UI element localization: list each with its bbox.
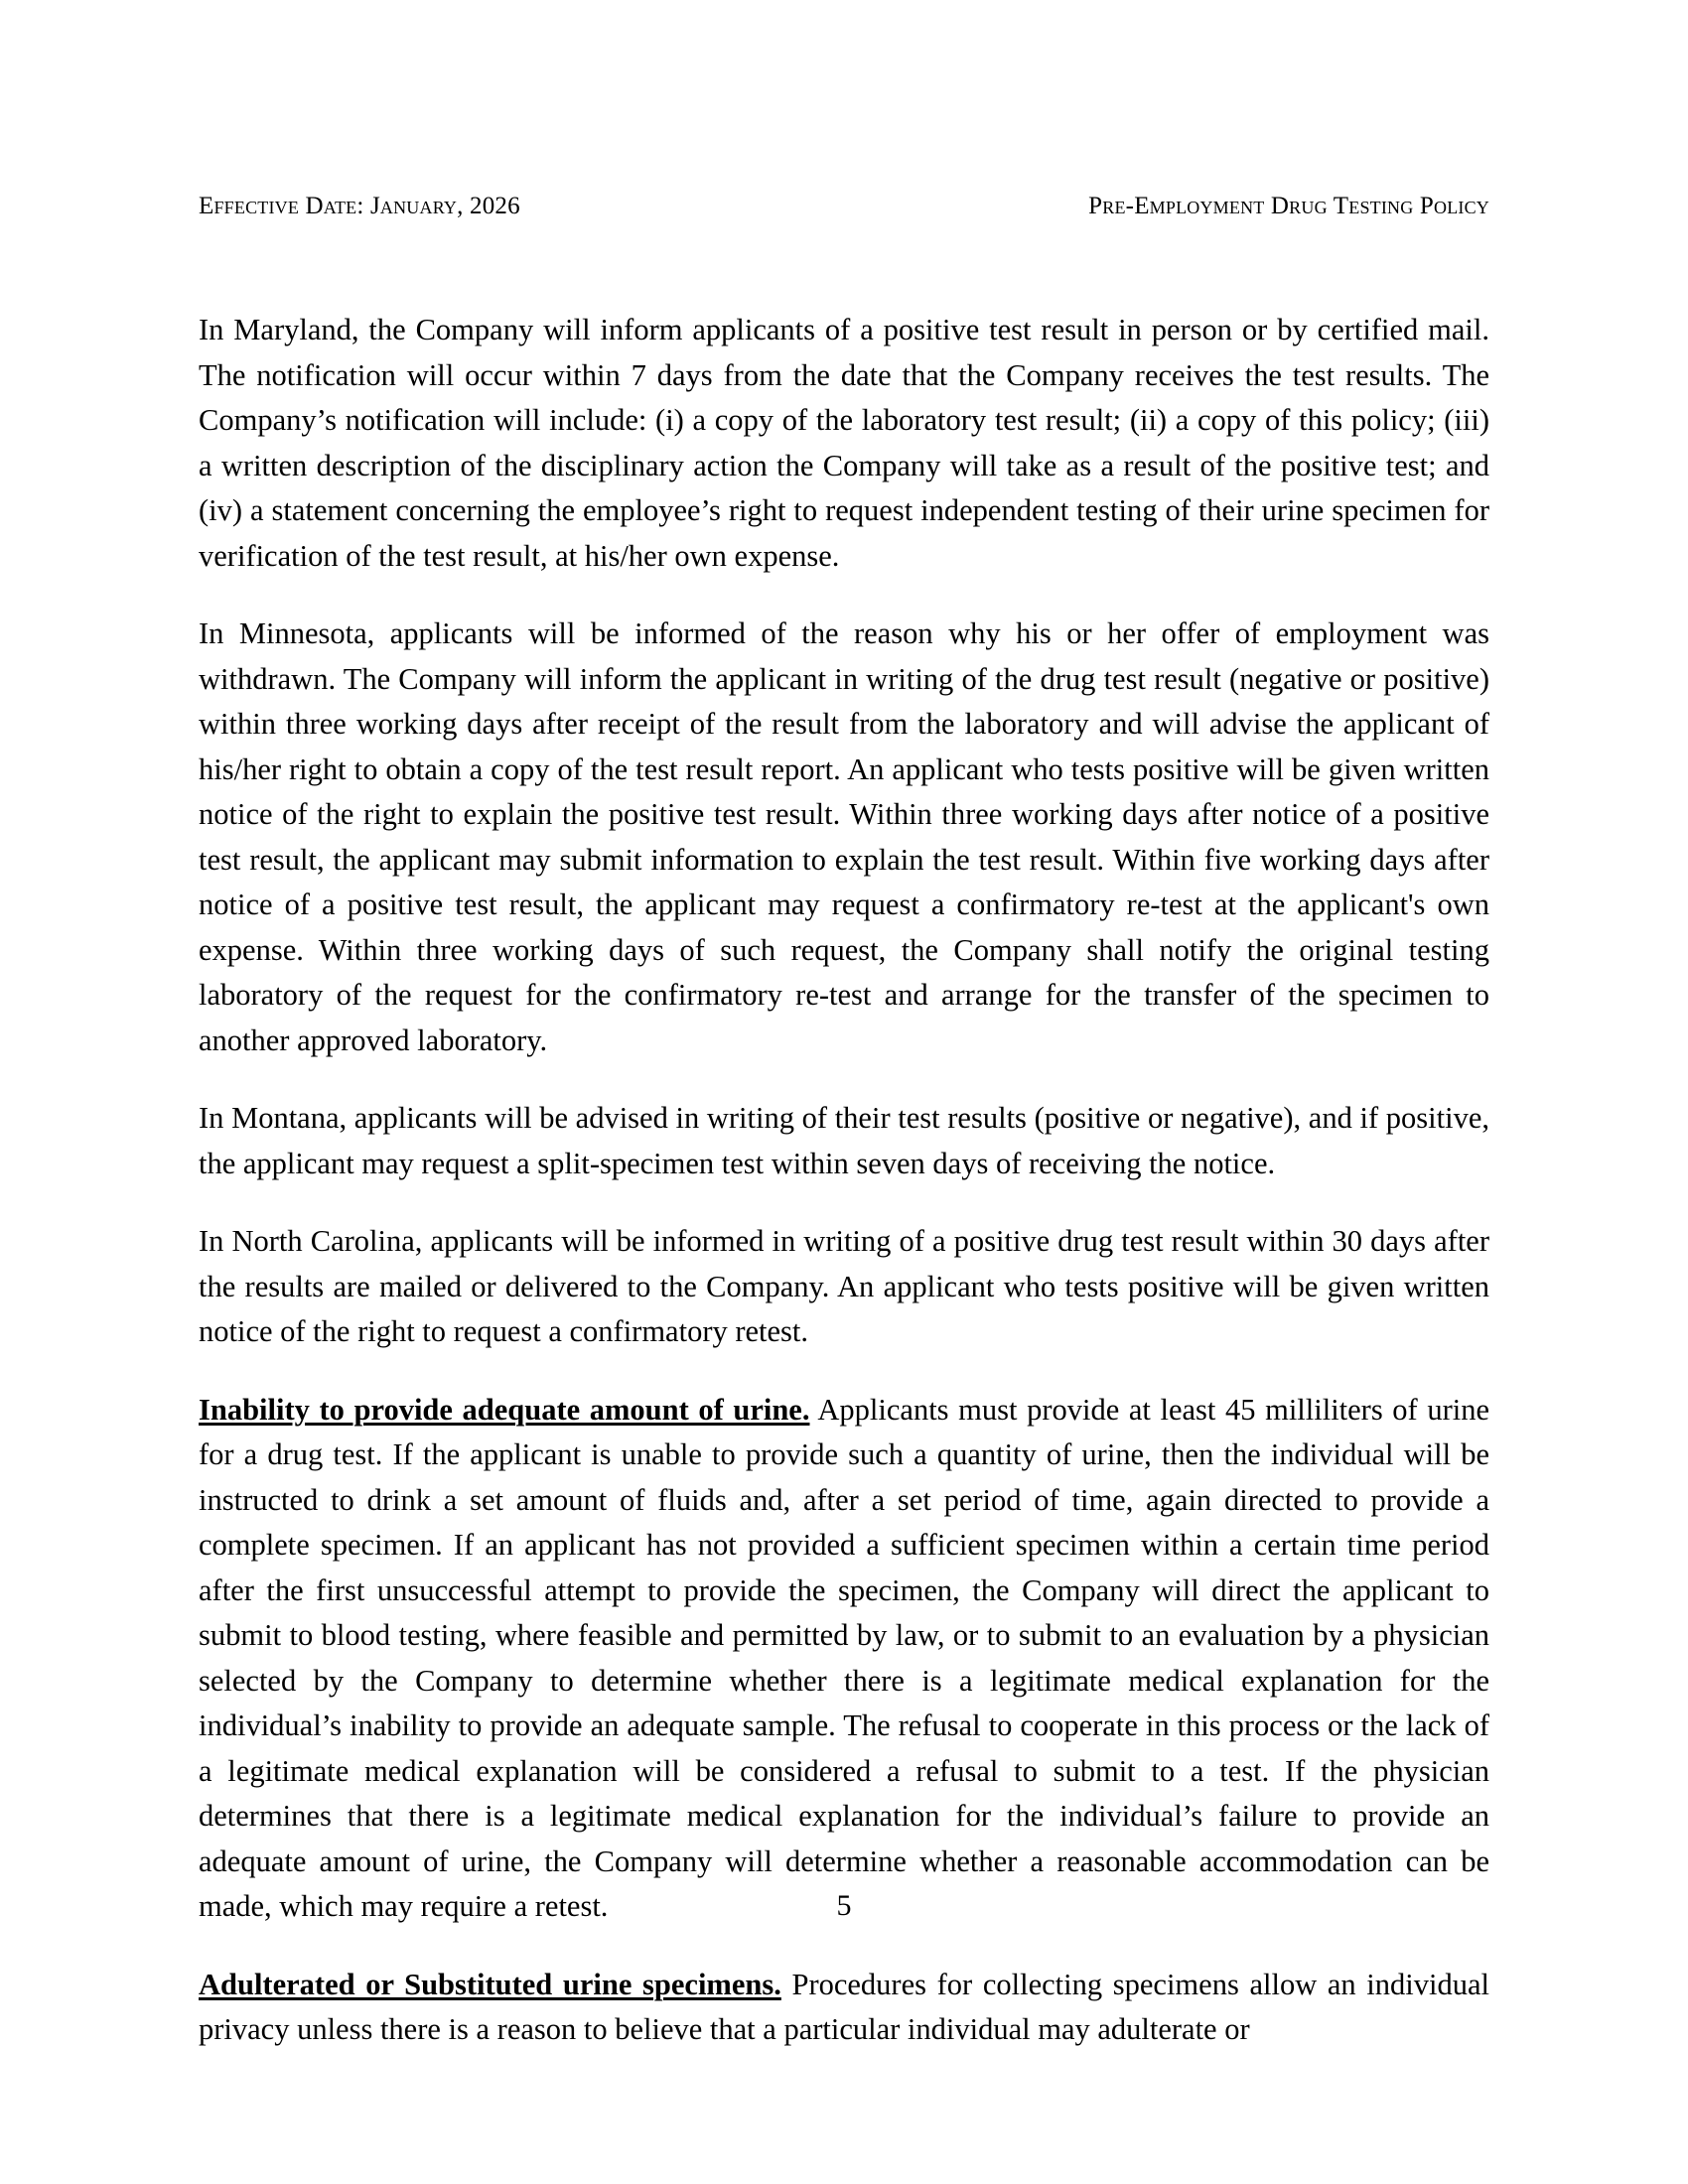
header-document-title: Pre-Employment Drug Testing Policy bbox=[1088, 193, 1489, 219]
paragraph-inability-to-provide-text: Applicants must provide at least 45 milliliters of urine for a drug test. If the applicant is unable to provide such a quantity of urine, then the individual will be instructed to drink a set amount of fluids and, after a set period of time, again directed to provide a complete specimen. If an applicant has not provided a sufficient specimen within a certain time period after the first unsuccessful attempt to provide the specimen, the Company will direct the applicant to submit to blood testing, where feasible and permitted by law, or to submit to an evaluation by a physician selected by the Company to determine whether there is a legitimate medical explanation for the individual’s inability to provide an adequate sample. The refusal to cooperate in this process or the lack of a legitimate medical explanation will be considered a refusal to submit to a test. If the physician determines that there is a legitimate medical explanation for the individual’s failure to provide an adequate amount of urine, the Company will determine whether a reasonable accommodation can be made, which may require a retest. bbox=[199, 1392, 1489, 1923]
run-in-heading-inability-to-provide: Inability to provide adequate amount of urine. bbox=[199, 1392, 810, 1427]
body-column bbox=[199, 308, 1489, 2053]
paragraph-inability-to-provide bbox=[199, 1388, 1489, 1930]
paragraph-north-carolina: In North Carolina, applicants will be informed in writing of a positive drug test result within 30 days after the results are mailed or delivered to the Company. An applicant who tests positive will be given written notice of the right to request a confirmatory retest. bbox=[199, 1224, 1489, 1348]
page-number: 5 bbox=[836, 1889, 852, 1922]
paragraph-montana: In Montana, applicants will be advised in writing of their test results (positive or negative), and if positive, the applicant may request a split-specimen test within seven days of receiving the notice. bbox=[199, 1101, 1489, 1180]
paragraph-minnesota: In Minnesota, applicants will be informed of the reason why his or her offer of employment was withdrawn. The Company will inform the applicant in writing of the drug test result (negative or positive) within three working days after receipt of the result from the laboratory and will advise the applicant of his/her right to obtain a copy of the test result report. An applicant who tests positive will be given written notice of the right to explain the positive test result. Within three working days after notice of a positive test result, the applicant may submit information to explain the test result. Within five working days after notice of a positive test result, the applicant may request a confirmatory re-test at the applicant's own expense. Within three working days of such request, the Company shall notify the original testing laboratory of the request for the confirmatory re-test and arrange for the transfer of the specimen to another approved laboratory. bbox=[199, 616, 1489, 1057]
paragraph-adulterated-or-substituted bbox=[199, 1963, 1489, 2053]
header-effective-date: Effective Date: January, 2026 bbox=[199, 193, 520, 219]
run-in-heading-adulterated-or-substituted: Adulterated or Substituted urine specimens. bbox=[199, 1967, 781, 2001]
paragraph-adulterated-or-substituted-text: Procedures for collecting specimens allow an individual privacy unless there is a reason to believe that a particular individual may adulterate or bbox=[199, 1967, 1489, 2046]
paragraph-maryland: In Maryland, the Company will inform applicants of a positive test result in person or by certified mail. The notification will occur within 7 days from the date that the Company receives the test results. The Company’s notification will include: (i) a copy of the laboratory test result; (ii) a copy of this policy; (iii) a written description of the disciplinary action the Company will take as a result of the positive test; and (iv) a statement concerning the employee’s right to request independent testing of their urine specimen for verification of the test result, at his/her own expense. bbox=[199, 313, 1489, 573]
running-header bbox=[199, 194, 1489, 227]
